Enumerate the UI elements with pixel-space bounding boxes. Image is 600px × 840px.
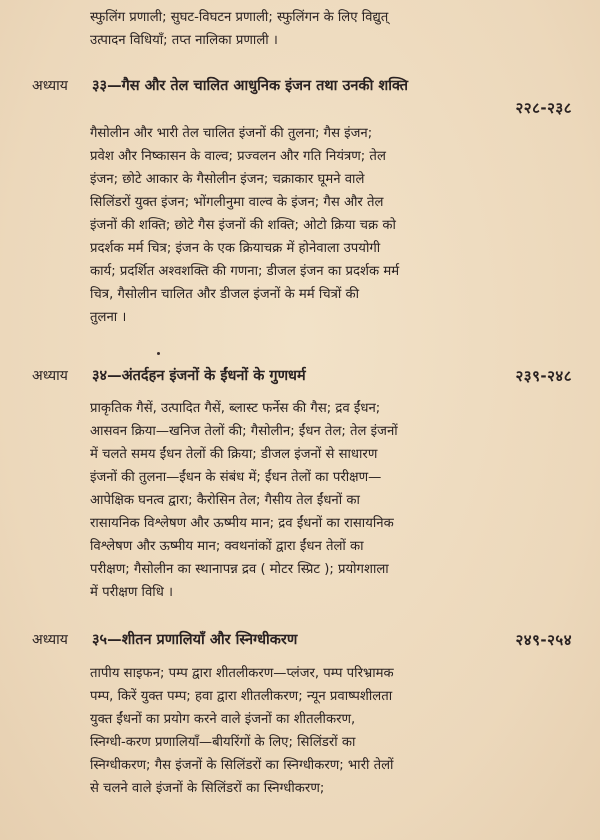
text-line: में परीक्षण विधि । [90,585,174,600]
text-line: से चलने वाले इंजनों के सिलिंडरों का स्निग्धीकरण; [90,781,325,796]
text-line: इंजन; छोटे आकार के गैसोलीन इंजन; चक्राकार घूमने वाले [90,172,365,187]
text-line: कार्य; प्रदर्शित अश्वशक्ति की गणना; डीजल इंजन का प्रदर्शक मर्म [90,264,400,279]
text-line: आपेक्षिक घनत्व द्वारा; कैरोसिन तेल; गैसीय तेल ईंधनों का [90,493,360,508]
chapter-title: ३३—गैस और तेल चालित आधुनिक इंजन तथा उनकी शक्ति [92,78,409,94]
text-line: स्फुलिंग प्रणाली; सुघट-विघटन प्रणाली; स्फुलिंगन के लिए विद्युत् [90,10,389,25]
chapter-label: अध्याय [32,632,68,648]
chapter-page-range: २२८-२३८ [515,99,572,117]
text-line: प्राकृतिक गैसें, उत्पादित गैसें, ब्लास्ट फर्नेस की गैस; द्रव ईंधन; [90,401,381,416]
text-line: प्रवेश और निष्कासन के वाल्व; प्रज्वलन और गति नियंत्रण; तेल [90,149,386,164]
chapter-33-heading [32,74,572,117]
text-line: परीक्षण; गैसोलीन का स्थानापन्न द्रव ( मोटर स्प्रिट ); प्रयोगशाला [90,562,389,577]
text-line: उत्पादन विधियाँ; तप्त नालिका प्रणाली । [90,33,278,48]
text-line: आसवन क्रिया—खनिज तेलों की; गैसोलीन; ईंधन तेल; तेल इंजनों [90,424,398,439]
chapter-page-range: २३९-२४८ [515,367,572,385]
text-line: तुलना । [90,310,127,325]
text-line: रासायनिक विश्लेषण और ऊष्मीय मान; द्रव ईंधनों का रासायनिक [90,516,394,531]
chapter-33-contents [90,122,520,329]
ink-speck [157,352,160,355]
chapter-page-range: २४९-२५४ [515,631,572,649]
intro-paragraph [90,6,520,52]
text-line: युक्त ईंधनों का प्रयोग करने वाले इंजनों का शीतलीकरण, [90,712,356,727]
text-line: इंजनों की तुलना—ईंधन के संबंध में; ईंधन तेलों का परीक्षण— [90,470,382,485]
chapter-title: ३५—शीतन प्रणालियाँ और स्निग्धीकरण [92,632,298,648]
text-line: गैसोलीन और भारी तेल चालित इंजनों की तुलना; गैस इंजन; [90,126,373,141]
chapter-34-contents [90,397,520,604]
chapter-label: अध्याय [32,78,68,94]
chapter-34-heading [32,364,572,388]
text-line: चित्र, गैसोलीन चालित और डीजल इंजनों के मर्म चित्रों की [90,287,360,302]
text-line: तापीय साइफन; पम्प द्वारा शीतलीकरण—प्लंजर, पम्प परिभ्रामक [90,666,394,681]
chapter-35-heading [32,628,572,652]
text-line: प्रदर्शक मर्म चित्र; इंजन के एक क्रियाचक्र में होनेवाला उपयोगी [90,241,381,256]
text-line: स्निग्धीकरण; गैस इंजनों के सिलिंडरों का स्निग्धीकरण; भारी तेलों [90,758,394,773]
chapter-label: अध्याय [32,368,68,384]
text-line: इंजनों की शक्ति; छोटे गैस इंजनों की शक्ति; ओटो क्रिया चक्र को [90,218,396,233]
chapter-35-contents [90,662,520,800]
text-line: सिलिंडरों युक्त इंजन; भोंगलीनुमा वाल्व के इंजन; गैस और तेल [90,195,384,210]
text-line: में चलते समय ईंधन तेलों की क्रिया; डीजल इंजनों से साधारण [90,447,378,462]
text-line: विश्लेषण और ऊष्मीय मान; क्वथनांकों द्वारा ईंधन तेलों का [90,539,364,554]
text-line: पम्प, किरें युक्त पम्प; हवा द्वारा शीतलीकरण; न्यून प्रवाष्पशीलता [90,689,393,704]
chapter-title: ३४—अंतर्दहन इंजनों के ईंधनों के गुणधर्म [92,368,306,384]
text-line: स्निग्धी-करण प्रणालियाँ—बीयरिंगों के लिए; सिलिंडरों का [90,735,356,750]
